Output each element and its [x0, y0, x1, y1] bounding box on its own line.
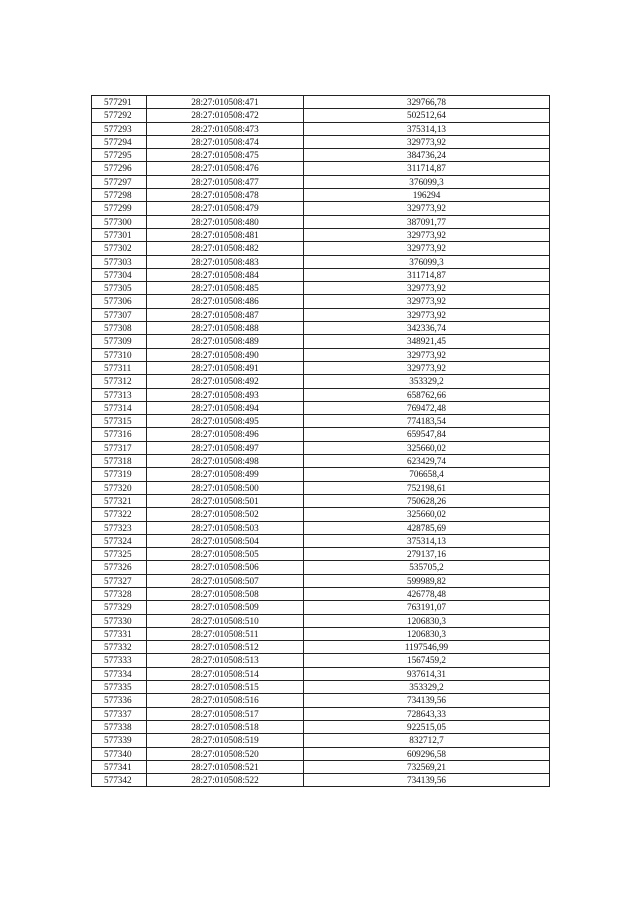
table-row	[92, 641, 550, 654]
row-number-cell: 577334	[92, 667, 147, 680]
cadastral-value-cell: 375314,13	[304, 534, 550, 547]
cadastral-number-cell: 28:27:010508:476	[147, 162, 304, 175]
cadastral-number-cell: 28:27:010508:505	[147, 548, 304, 561]
row-number-cell: 577327	[92, 574, 147, 587]
cadastral-number-cell: 28:27:010508:485	[147, 282, 304, 295]
table-row	[92, 627, 550, 640]
cadastral-value-cell: 353329,2	[304, 681, 550, 694]
row-number-cell: 577335	[92, 681, 147, 694]
row-number-cell: 577323	[92, 521, 147, 534]
row-number-cell: 577314	[92, 401, 147, 414]
cadastral-number-cell: 28:27:010508:479	[147, 202, 304, 215]
table-row	[92, 388, 550, 401]
table-row	[92, 162, 550, 175]
table-row	[92, 694, 550, 707]
table-row	[92, 308, 550, 321]
table-row	[92, 720, 550, 733]
row-number-cell: 577299	[92, 202, 147, 215]
row-number-cell: 577329	[92, 601, 147, 614]
row-number-cell: 577292	[92, 109, 147, 122]
cadastral-number-cell: 28:27:010508:490	[147, 348, 304, 361]
table-body	[92, 96, 550, 787]
cadastral-value-cell: 329773,92	[304, 361, 550, 374]
row-number-cell: 577298	[92, 189, 147, 202]
table-row	[92, 282, 550, 295]
table-row	[92, 122, 550, 135]
table-row	[92, 335, 550, 348]
cadastral-number-cell: 28:27:010508:518	[147, 720, 304, 733]
cadastral-number-cell: 28:27:010508:504	[147, 534, 304, 547]
cadastral-number-cell: 28:27:010508:497	[147, 441, 304, 454]
row-number-cell: 577294	[92, 135, 147, 148]
row-number-cell: 577302	[92, 242, 147, 255]
cadastral-value-cell: 1206830,3	[304, 614, 550, 627]
table-row	[92, 734, 550, 747]
table-row	[92, 574, 550, 587]
table-row	[92, 508, 550, 521]
row-number-cell: 577315	[92, 415, 147, 428]
table-row	[92, 428, 550, 441]
table-row	[92, 175, 550, 188]
cadastral-number-cell: 28:27:010508:515	[147, 681, 304, 694]
cadastral-value-cell: 311714,87	[304, 268, 550, 281]
cadastral-value-cell: 196294	[304, 189, 550, 202]
cadastral-number-cell: 28:27:010508:513	[147, 654, 304, 667]
cadastral-number-cell: 28:27:010508:484	[147, 268, 304, 281]
cadastral-value-cell: 728643,33	[304, 707, 550, 720]
cadastral-number-cell: 28:27:010508:474	[147, 135, 304, 148]
cadastral-value-cell: 329773,92	[304, 242, 550, 255]
cadastral-value-cell: 329766,78	[304, 96, 550, 109]
row-number-cell: 577317	[92, 441, 147, 454]
cadastral-value-cell: 774183,54	[304, 415, 550, 428]
cadastral-number-cell: 28:27:010508:494	[147, 401, 304, 414]
cadastral-number-cell: 28:27:010508:509	[147, 601, 304, 614]
row-number-cell: 577305	[92, 282, 147, 295]
cadastral-number-cell: 28:27:010508:514	[147, 667, 304, 680]
cadastral-number-cell: 28:27:010508:477	[147, 175, 304, 188]
cadastral-number-cell: 28:27:010508:473	[147, 122, 304, 135]
cadastral-value-cell: 279137,16	[304, 548, 550, 561]
table-row	[92, 601, 550, 614]
cadastral-number-cell: 28:27:010508:516	[147, 694, 304, 707]
cadastral-value-cell: 384736,24	[304, 149, 550, 162]
row-number-cell: 577310	[92, 348, 147, 361]
row-number-cell: 577300	[92, 215, 147, 228]
cadastral-number-cell: 28:27:010508:482	[147, 242, 304, 255]
cadastral-number-cell: 28:27:010508:478	[147, 189, 304, 202]
cadastral-number-cell: 28:27:010508:491	[147, 361, 304, 374]
table-row	[92, 135, 550, 148]
row-number-cell: 577325	[92, 548, 147, 561]
cadastral-value-cell: 1206830,3	[304, 627, 550, 640]
cadastral-value-cell: 734139,56	[304, 694, 550, 707]
row-number-cell: 577313	[92, 388, 147, 401]
cadastral-number-cell: 28:27:010508:521	[147, 760, 304, 773]
table-row	[92, 348, 550, 361]
cadastral-value-cell: 658762,66	[304, 388, 550, 401]
cadastral-value-cell: 353329,2	[304, 375, 550, 388]
row-number-cell: 577296	[92, 162, 147, 175]
row-number-cell: 577330	[92, 614, 147, 627]
cadastral-value-cell: 623429,74	[304, 455, 550, 468]
cadastral-number-cell: 28:27:010508:503	[147, 521, 304, 534]
row-number-cell: 577307	[92, 308, 147, 321]
cadastral-value-cell: 502512,64	[304, 109, 550, 122]
cadastral-number-cell: 28:27:010508:496	[147, 428, 304, 441]
table-row	[92, 96, 550, 109]
table-row	[92, 242, 550, 255]
row-number-cell: 577321	[92, 494, 147, 507]
cadastral-value-cell: 750628,26	[304, 494, 550, 507]
table-row	[92, 667, 550, 680]
table-row	[92, 441, 550, 454]
cadastral-value-cell: 763191,07	[304, 601, 550, 614]
row-number-cell: 577322	[92, 508, 147, 521]
cadastral-number-cell: 28:27:010508:517	[147, 707, 304, 720]
cadastral-value-cell: 706658,4	[304, 468, 550, 481]
row-number-cell: 577297	[92, 175, 147, 188]
row-number-cell: 577340	[92, 747, 147, 760]
row-number-cell: 577318	[92, 455, 147, 468]
cadastral-value-cell: 329773,92	[304, 202, 550, 215]
table-row	[92, 494, 550, 507]
row-number-cell: 577320	[92, 481, 147, 494]
row-number-cell: 577295	[92, 149, 147, 162]
cadastral-number-cell: 28:27:010508:487	[147, 308, 304, 321]
table-row	[92, 707, 550, 720]
table-row	[92, 561, 550, 574]
cadastral-value-cell: 659547,84	[304, 428, 550, 441]
table-row	[92, 149, 550, 162]
row-number-cell: 577336	[92, 694, 147, 707]
table-row	[92, 468, 550, 481]
cadastral-number-cell: 28:27:010508:495	[147, 415, 304, 428]
table-row	[92, 215, 550, 228]
row-number-cell: 577309	[92, 335, 147, 348]
cadastral-number-cell: 28:27:010508:502	[147, 508, 304, 521]
cadastral-number-cell: 28:27:010508:510	[147, 614, 304, 627]
table-row	[92, 375, 550, 388]
cadastral-value-cell: 329773,92	[304, 295, 550, 308]
cadastral-number-cell: 28:27:010508:507	[147, 574, 304, 587]
cadastral-number-cell: 28:27:010508:475	[147, 149, 304, 162]
cadastral-number-cell: 28:27:010508:512	[147, 641, 304, 654]
cadastral-value-cell: 329773,92	[304, 135, 550, 148]
table-row	[92, 255, 550, 268]
cadastral-number-cell: 28:27:010508:501	[147, 494, 304, 507]
table-row	[92, 548, 550, 561]
cadastral-value-cell: 325660,02	[304, 508, 550, 521]
cadastral-number-cell: 28:27:010508:522	[147, 774, 304, 787]
table-row	[92, 268, 550, 281]
cadastral-number-cell: 28:27:010508:483	[147, 255, 304, 268]
cadastral-number-cell: 28:27:010508:519	[147, 734, 304, 747]
cadastral-value-cell: 426778,48	[304, 587, 550, 600]
cadastral-value-cell: 1567459,2	[304, 654, 550, 667]
table-row	[92, 401, 550, 414]
row-number-cell: 577293	[92, 122, 147, 135]
table-row	[92, 322, 550, 335]
cadastral-value-cell: 342336,74	[304, 322, 550, 335]
cadastral-number-cell: 28:27:010508:481	[147, 228, 304, 241]
row-number-cell: 577332	[92, 641, 147, 654]
row-number-cell: 577316	[92, 428, 147, 441]
cadastral-value-cell: 348921,45	[304, 335, 550, 348]
document-page	[91, 95, 549, 787]
table-row	[92, 361, 550, 374]
table-row	[92, 747, 550, 760]
cadastral-value-cell: 376099,3	[304, 175, 550, 188]
row-number-cell: 577338	[92, 720, 147, 733]
table-row	[92, 774, 550, 787]
table-row	[92, 760, 550, 773]
cadastral-number-cell: 28:27:010508:499	[147, 468, 304, 481]
row-number-cell: 577341	[92, 760, 147, 773]
table-row	[92, 534, 550, 547]
row-number-cell: 577304	[92, 268, 147, 281]
cadastral-value-cell: 609296,58	[304, 747, 550, 760]
cadastral-number-cell: 28:27:010508:488	[147, 322, 304, 335]
row-number-cell: 577337	[92, 707, 147, 720]
cadastral-value-cell: 937614,31	[304, 667, 550, 680]
cadastral-value-cell: 1197546,99	[304, 641, 550, 654]
table-row	[92, 455, 550, 468]
table-row	[92, 521, 550, 534]
cadastral-number-cell: 28:27:010508:511	[147, 627, 304, 640]
cadastral-value-cell: 599989,82	[304, 574, 550, 587]
cadastral-number-cell: 28:27:010508:506	[147, 561, 304, 574]
cadastral-value-cell: 375314,13	[304, 122, 550, 135]
cadastral-number-cell: 28:27:010508:472	[147, 109, 304, 122]
row-number-cell: 577319	[92, 468, 147, 481]
cadastral-number-cell: 28:27:010508:489	[147, 335, 304, 348]
row-number-cell: 577291	[92, 96, 147, 109]
cadastral-value-cell: 329773,92	[304, 282, 550, 295]
row-number-cell: 577303	[92, 255, 147, 268]
row-number-cell: 577308	[92, 322, 147, 335]
cadastral-value-cell: 428785,69	[304, 521, 550, 534]
cadastral-value-cell: 376099,3	[304, 255, 550, 268]
table-row	[92, 202, 550, 215]
cadastral-number-cell: 28:27:010508:492	[147, 375, 304, 388]
table-row	[92, 415, 550, 428]
cadastral-value-cell: 311714,87	[304, 162, 550, 175]
cadastral-value-cell: 329773,92	[304, 308, 550, 321]
row-number-cell: 577342	[92, 774, 147, 787]
cadastral-number-cell: 28:27:010508:500	[147, 481, 304, 494]
table-row	[92, 654, 550, 667]
cadastral-value-cell: 329773,92	[304, 348, 550, 361]
row-number-cell: 577311	[92, 361, 147, 374]
table-row	[92, 228, 550, 241]
table-row	[92, 109, 550, 122]
cadastral-value-cell: 325660,02	[304, 441, 550, 454]
table-row	[92, 481, 550, 494]
cadastral-value-cell: 329773,92	[304, 228, 550, 241]
cadastral-value-cell: 535705,2	[304, 561, 550, 574]
cadastral-number-cell: 28:27:010508:493	[147, 388, 304, 401]
cadastral-number-cell: 28:27:010508:471	[147, 96, 304, 109]
row-number-cell: 577301	[92, 228, 147, 241]
row-number-cell: 577324	[92, 534, 147, 547]
row-number-cell: 577312	[92, 375, 147, 388]
cadastral-value-cell: 922515,05	[304, 720, 550, 733]
cadastral-number-cell: 28:27:010508:498	[147, 455, 304, 468]
cadastral-number-cell: 28:27:010508:520	[147, 747, 304, 760]
row-number-cell: 577339	[92, 734, 147, 747]
cadastral-value-cell: 732569,21	[304, 760, 550, 773]
row-number-cell: 577306	[92, 295, 147, 308]
cadastral-value-cell: 387091,77	[304, 215, 550, 228]
cadastral-value-cell: 734139,56	[304, 774, 550, 787]
cadastral-number-cell: 28:27:010508:486	[147, 295, 304, 308]
table-row	[92, 681, 550, 694]
cadastral-value-cell: 832712,7	[304, 734, 550, 747]
row-number-cell: 577331	[92, 627, 147, 640]
cadastral-number-cell: 28:27:010508:508	[147, 587, 304, 600]
table-row	[92, 189, 550, 202]
cadastral-value-table	[91, 95, 550, 787]
table-row	[92, 614, 550, 627]
table-row	[92, 295, 550, 308]
table-row	[92, 587, 550, 600]
row-number-cell: 577328	[92, 587, 147, 600]
row-number-cell: 577326	[92, 561, 147, 574]
row-number-cell: 577333	[92, 654, 147, 667]
cadastral-value-cell: 752198,61	[304, 481, 550, 494]
cadastral-number-cell: 28:27:010508:480	[147, 215, 304, 228]
cadastral-value-cell: 769472,48	[304, 401, 550, 414]
